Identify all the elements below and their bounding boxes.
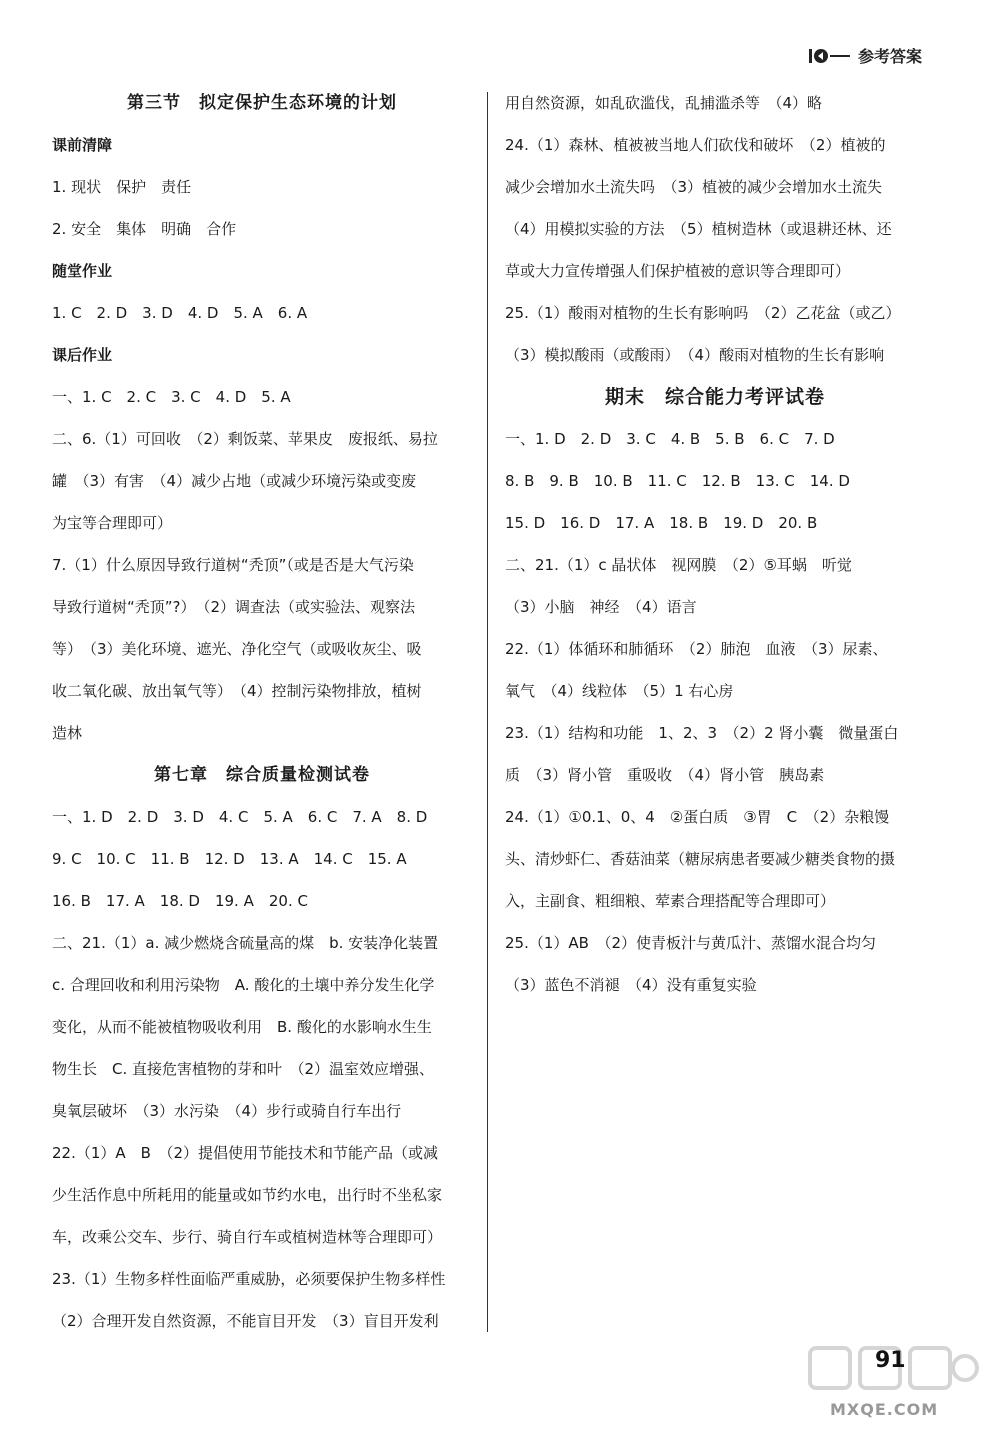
answer-line: 造林 [52, 724, 83, 742]
answer-line: 15. D 16. D 17. A 18. B 19. D 20. B [505, 514, 818, 532]
answer-line: 24.（1）①0.1、0、4 ②蛋白质 ③胃 C （2）杂粮馒 [505, 808, 890, 826]
answer-line: 物生长 C. 直接危害植物的芽和叶 （2）温室效应增强、 [52, 1060, 435, 1078]
answer-line: 23.（1）结构和功能 1、2、3 （2）2 肾小囊 微量蛋白 [505, 724, 899, 742]
answer-line: 22.（1）体循环和肺循环 （2）肺泡 血液 （3）尿素、 [505, 640, 888, 658]
answer-line: （2）合理开发自然资源，不能盲目开发 （3）盲目开发利 [52, 1312, 439, 1330]
answer-line: （3）蓝色不消褪 （4）没有重复实验 [505, 976, 757, 994]
answer-line: 一、1. C 2. C 3. C 4. D 5. A [52, 388, 291, 406]
answer-line: 二、21.（1）a. 减少燃烧含硫量高的煤 b. 安装净化装置 [52, 934, 439, 952]
answer-line: 用自然资源，如乱砍滥伐，乱捕滥杀等 （4）略 [505, 94, 823, 112]
answer-line: 二、6.（1）可回收 （2）剩饭菜、苹果皮 废报纸、易拉 [52, 430, 438, 448]
watermark-text: MXQE.COM [830, 1400, 939, 1419]
section-title: 第七章 综合质量检测试卷 [154, 765, 370, 785]
answer-line: 为宝等合理即可） [52, 514, 173, 532]
answer-line: 16. B 17. A 18. D 19. A 20. C [52, 892, 308, 910]
brand-logo-icon [808, 47, 852, 65]
answer-line: 9. C 10. C 11. B 12. D 13. A 14. C 15. A [52, 850, 407, 868]
answer-line: 等） （3）美化环境、遮光、净化空气（或吸收灰尘、吸 [52, 640, 422, 658]
answer-line: 23.（1）生物多样性面临严重威胁，必须要保护生物多样性 [52, 1270, 446, 1288]
answer-line: 8. B 9. B 10. B 11. C 12. B 13. C 14. D [505, 472, 850, 490]
answer-line: 入，主副食、粗细粮、荤素合理搭配等合理即可） [505, 892, 836, 910]
answer-line: 一、1. D 2. D 3. D 4. C 5. A 6. C 7. A 8. D [52, 808, 428, 826]
subsection-heading: 课后作业 [52, 346, 113, 364]
answer-line: 24.（1）森林、植被被当地人们砍伐和破坏 （2）植被的 [505, 136, 886, 154]
section-title: 第三节 拟定保护生态环境的计划 [127, 93, 397, 113]
answer-line: 车，改乘公交车、步行、骑自行车或植树造林等合理即可） [52, 1228, 443, 1246]
answer-line: 导致行道树“秃顶”?） （2）调查法（或实验法、观察法 [52, 598, 416, 616]
answer-line: 减少会增加水土流失吗 （3）植被的减少会增加水土流失 [505, 178, 883, 196]
answer-line: 草或大力宣传增强人们保护植被的意识等合理即可） [505, 262, 851, 280]
answer-line: 头、清炒虾仁、香菇油菜（糖尿病患者要减少糖类食物的摄 [505, 850, 896, 868]
page-number: 91 [875, 1348, 906, 1373]
answer-line: 一、1. D 2. D 3. C 4. B 5. B 6. C 7. D [505, 430, 835, 448]
answer-line: 2. 安全 集体 明确 合作 [52, 220, 237, 238]
answer-line: 二、21.（1）c 晶状体 视网膜 （2）⑤耳蜗 听觉 [505, 556, 852, 574]
column-divider [487, 92, 488, 1332]
answer-line: （3）小脑 神经 （4）语言 [505, 598, 697, 616]
right-column [505, 82, 925, 1006]
answer-line: 7.（1）什么原因导致行道树“秃顶”（或是否是大气污染 [52, 556, 414, 574]
header-title: 参考答案 [857, 47, 922, 66]
answer-line: （3）模拟酸雨（或酸雨） （4）酸雨对植物的生长有影响 [505, 346, 885, 364]
answer-line: c. 合理回收和利用污染物 A. 酸化的土壤中养分发生化学 [52, 976, 435, 994]
answer-line: 氧气 （4）线粒体 （5）1 右心房 [505, 682, 734, 700]
answer-line: 1. 现状 保护 责任 [52, 178, 192, 196]
answer-line: 22.（1）A B （2）提倡使用节能技术和节能产品（或减 [52, 1144, 438, 1162]
answer-line: 臭氧层破坏 （3）水污染 （4）步行或骑自行车出行 [52, 1102, 402, 1120]
answer-line: 25.（1）酸雨对植物的生长有影响吗 （2）乙花盆（或乙） [505, 304, 901, 322]
answer-line: 质 （3）肾小管 重吸收 （4）肾小管 胰岛素 [505, 766, 825, 784]
answer-line: 变化，从而不能被植物吸收利用 B. 酸化的水影响水生生 [52, 1018, 432, 1036]
subsection-heading: 随堂作业 [52, 262, 113, 280]
answer-line: 25.（1）AB （2）使青板汁与黄瓜汁、蒸馏水混合均匀 [505, 934, 876, 952]
page-header [808, 44, 922, 67]
answer-line: 少生活作息中所耗用的能量或如节约水电，出行时不坐私家 [52, 1186, 443, 1204]
answer-line: 罐 （3）有害 （4）减少占地（或减少环境污染或变废 [52, 472, 417, 490]
subsection-heading: 课前清障 [52, 136, 113, 154]
left-column [52, 82, 472, 1342]
section-title: 期末 综合能力考评试卷 [604, 386, 825, 408]
answer-line: 1. C 2. D 3. D 4. D 5. A 6. A [52, 304, 308, 322]
answer-line: 收二氧化碳、放出氧气等） （4）控制污染物排放，植树 [52, 682, 422, 700]
answer-line: （4）用模拟实验的方法 （5）植树造林（或退耕还林、还 [505, 220, 892, 238]
